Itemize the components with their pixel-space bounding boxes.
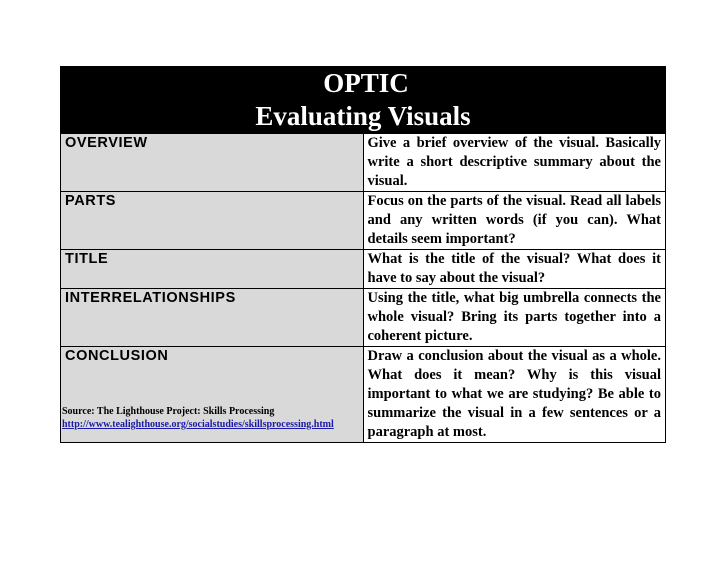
table-title: OPTIC [323, 68, 409, 98]
table-subtitle: Evaluating Visuals [255, 101, 471, 131]
header-row [61, 67, 666, 134]
row-label: OVERVIEW [61, 134, 364, 192]
table-row [61, 289, 666, 347]
optic-table [60, 66, 666, 443]
source-text: Source: The Lighthouse Project: Skills Processing [62, 406, 275, 417]
row-label: INTERRELATIONSHIPS [61, 289, 364, 347]
row-description: Give a brief overview of the visual. Basically write a short descriptive summary about the visual. [363, 134, 666, 192]
header-cell [61, 67, 666, 134]
row-description: Draw a conclusion about the visual as a whole. What does it mean? Why is this visual important to what we are studying? Be able to summarize the visual in a few sentences or a paragraph at most. [363, 347, 666, 443]
table-row [61, 250, 666, 289]
row-description: Using the title, what big umbrella connects the whole visual? Bring its parts together into a coherent picture. [363, 289, 666, 347]
row-description: Focus on the parts of the visual. Read all labels and any written words (if you can). What details seem important? [363, 192, 666, 250]
table-row [61, 192, 666, 250]
row-label: CONCLUSION [61, 347, 364, 443]
table-row [61, 134, 666, 192]
source-note [62, 405, 334, 431]
row-description: What is the title of the visual? What does it have to say about the visual? [363, 250, 666, 289]
row-label: PARTS [61, 192, 364, 250]
source-link[interactable]: http://www.tealighthouse.org/socialstudies/skillsprocessing.html [62, 419, 334, 430]
row-label: TITLE [61, 250, 364, 289]
